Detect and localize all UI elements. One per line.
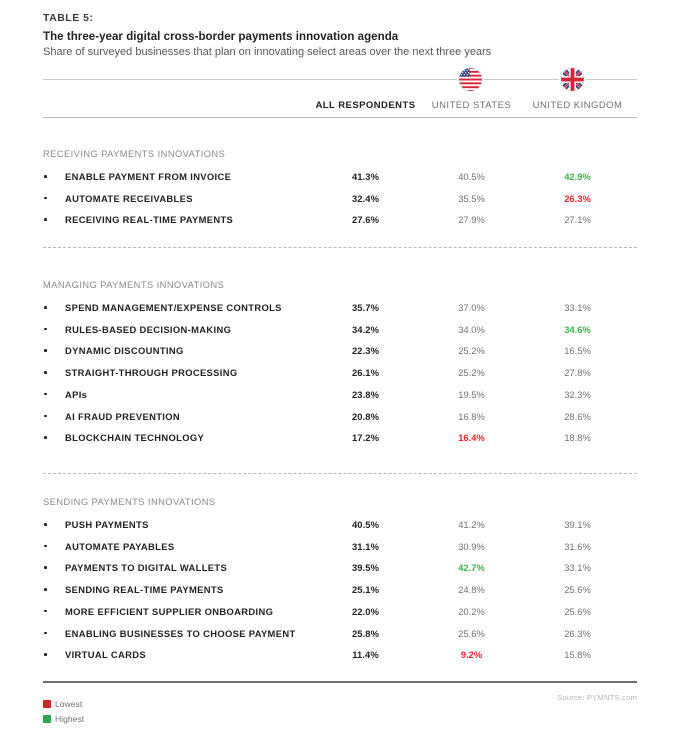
row-label: MORE EFFICIENT SUPPLIER ONBOARDING: [65, 605, 274, 617]
table-row: [43, 648, 637, 664]
cell-value-us: 27.9%: [458, 214, 485, 226]
table-row: [43, 323, 637, 339]
cell-value-all: 23.8%: [351, 388, 380, 400]
table-row: [43, 366, 637, 382]
cell-value-us: 37.0%: [458, 302, 485, 313]
row-label: PAYMENTS TO DIGITAL WALLETS: [65, 562, 228, 574]
row-label: AUTOMATE PAYABLES: [65, 540, 175, 552]
table-row: [43, 344, 637, 360]
cell-value-us: 41.2%: [458, 519, 485, 530]
table-row: [43, 540, 637, 556]
cell-value-uk: 18.8%: [564, 432, 591, 444]
cell-value-us: 16.8%: [458, 410, 485, 422]
cell-value-us: 30.9%: [458, 540, 485, 552]
column-header-all-respondents: ALL RESPONDENTS: [315, 100, 416, 111]
footer-rule: [43, 681, 637, 683]
cell-value-all: 25.8%: [351, 627, 380, 639]
bullet-icon: [44, 415, 47, 418]
table-row: [43, 410, 637, 426]
legend-swatch-lowest: [43, 700, 51, 708]
bullet-icon: [44, 197, 47, 200]
table-row: [43, 192, 637, 208]
column-header-united-states: UNITED STATES: [431, 100, 512, 111]
legend-item-lowest: [43, 699, 82, 709]
column-header-united-kingdom: UNITED KINGDOM: [532, 100, 623, 111]
cell-value-all: 20.8%: [351, 410, 380, 422]
cell-value-us: 25.6%: [458, 627, 485, 639]
row-label: SPEND MANAGEMENT/EXPENSE CONTROLS: [65, 302, 282, 313]
section-separator: [43, 473, 637, 474]
cell-value-all: 22.3%: [351, 345, 380, 357]
cell-value-uk: 32.3%: [564, 388, 591, 400]
row-label: PUSH PAYMENTS: [65, 519, 149, 530]
table-row: [43, 431, 637, 447]
row-label: AUTOMATE RECEIVABLES: [65, 192, 193, 204]
bullet-icon: [44, 566, 47, 569]
table-row: [43, 301, 637, 317]
cell-value-us: 40.5%: [458, 171, 485, 182]
bullet-icon: [44, 328, 47, 331]
row-label: RULES-BASED DECISION-MAKING: [65, 323, 232, 335]
cell-value-us: 9.2%: [460, 649, 483, 661]
cell-value-uk: 33.1%: [564, 302, 591, 313]
section-title: SENDING PAYMENTS INNOVATIONS: [43, 497, 216, 507]
row-label: STRAIGHT-THROUGH PROCESSING: [65, 367, 238, 379]
table-row: [43, 213, 637, 229]
cell-value-all: 32.4%: [351, 192, 380, 204]
row-label: DYNAMIC DISCOUNTING: [65, 345, 184, 357]
row-label: ENABLE PAYMENT FROM INVOICE: [65, 171, 232, 182]
cell-value-all: 41.3%: [351, 171, 380, 182]
cell-value-uk: 39.1%: [564, 519, 591, 530]
bullet-icon: [44, 545, 47, 548]
legend-label-lowest: Lowest: [55, 699, 83, 709]
cell-value-all: 39.5%: [351, 562, 380, 574]
row-label: APIs: [65, 388, 88, 400]
section-title: RECEIVING PAYMENTS INNOVATIONS: [43, 149, 226, 159]
cell-value-uk: 42.9%: [564, 171, 591, 182]
cell-value-all: 40.5%: [351, 519, 380, 530]
legend-item-highest: [43, 714, 84, 724]
table-row: [43, 627, 637, 643]
source-attribution: Source: PYMNTS.com: [557, 693, 637, 702]
bullet-icon: [44, 632, 47, 635]
legend-swatch-highest: [43, 715, 51, 723]
table-number-label: TABLE 5:: [43, 12, 94, 24]
cell-value-all: 31.1%: [351, 540, 380, 552]
row-label: VIRTUAL CARDS: [65, 649, 146, 661]
bullet-icon: [44, 436, 47, 439]
cell-value-all: 22.0%: [351, 605, 380, 617]
bullet-icon: [44, 588, 47, 591]
bullet-icon: [44, 349, 47, 352]
table-row: [43, 388, 637, 404]
bullet-icon: [44, 306, 47, 309]
cell-value-uk: 34.6%: [564, 323, 591, 335]
bullet-icon: [44, 653, 47, 656]
cell-value-all: 26.1%: [351, 367, 380, 379]
cell-value-us: 20.2%: [458, 605, 485, 617]
row-label: RECEIVING REAL-TIME PAYMENTS: [65, 214, 234, 226]
cell-value-us: 34.0%: [458, 323, 485, 335]
cell-value-uk: 33.1%: [564, 562, 591, 574]
cell-value-us: 42.7%: [458, 562, 485, 574]
cell-value-uk: 15.8%: [564, 649, 591, 661]
bullet-icon: [44, 523, 47, 526]
cell-value-us: 25.2%: [458, 367, 485, 379]
cell-value-uk: 25.6%: [564, 584, 591, 596]
cell-value-uk: 26.3%: [564, 627, 591, 639]
united-kingdom-flag-icon: [560, 67, 585, 92]
table-row: [43, 170, 637, 186]
cell-value-us: 16.4%: [458, 432, 485, 444]
cell-value-all: 27.6%: [351, 214, 380, 226]
table-row: [43, 561, 637, 577]
header-top-rule: [43, 79, 637, 80]
row-label: ENABLING BUSINESSES TO CHOOSE PAYMENT: [65, 627, 296, 639]
table-row: [43, 518, 637, 534]
row-label: AI FRAUD PREVENTION: [65, 410, 180, 422]
section-separator: [43, 247, 637, 248]
cell-value-uk: 31.6%: [564, 540, 591, 552]
cell-value-all: 35.7%: [351, 302, 380, 313]
cell-value-all: 11.4%: [352, 649, 379, 661]
cell-value-uk: 27.8%: [564, 367, 591, 379]
cell-value-us: 35.5%: [458, 192, 485, 204]
bullet-icon: [44, 371, 47, 374]
cell-value-us: 25.2%: [458, 345, 485, 357]
cell-value-uk: 16.5%: [564, 345, 591, 357]
table-row: [43, 583, 637, 599]
cell-value-uk: 28.6%: [564, 410, 591, 422]
table-title: The three-year digital cross-border payments innovation agenda: [43, 31, 399, 43]
legend-label-highest: Highest: [55, 714, 85, 724]
cell-value-all: 17.2%: [351, 432, 380, 444]
bullet-icon: [44, 218, 47, 221]
table-subtitle: Share of surveyed businesses that plan on innovating select areas over the next three years: [43, 46, 492, 58]
cell-value-all: 25.1%: [351, 584, 380, 596]
section-title: MANAGING PAYMENTS INNOVATIONS: [43, 280, 225, 290]
cell-value-uk: 27.1%: [564, 214, 591, 226]
header-bottom-rule: [43, 117, 637, 118]
bullet-icon: [44, 393, 47, 396]
cell-value-uk: 25.6%: [564, 605, 591, 617]
cell-value-us: 24.8%: [458, 584, 485, 596]
bullet-icon: [44, 175, 47, 178]
bullet-icon: [44, 610, 47, 613]
table-row: [43, 605, 637, 621]
cell-value-all: 34.2%: [351, 323, 380, 335]
cell-value-us: 19.5%: [458, 388, 485, 400]
row-label: BLOCKCHAIN TECHNOLOGY: [65, 432, 205, 444]
row-label: SENDING REAL-TIME PAYMENTS: [65, 584, 224, 596]
united-states-flag-icon: [458, 67, 483, 92]
cell-value-uk: 26.3%: [564, 192, 591, 204]
